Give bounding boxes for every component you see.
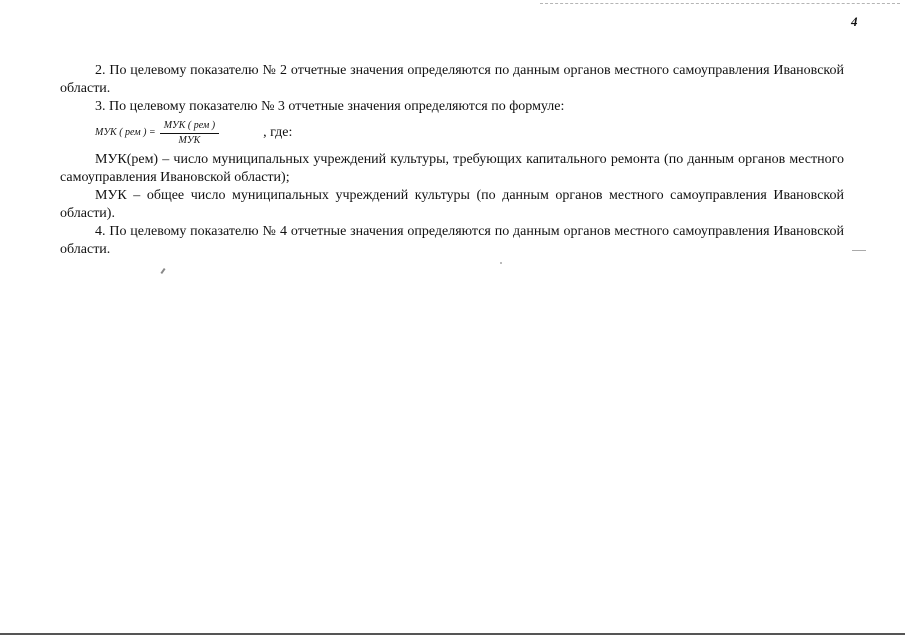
scan-bottom-rule (0, 633, 905, 635)
paragraph-indicator-2: 2. По целевому показателю № 2 отчетные значения определяются по данным органов местного самоуправления Ивановской области. (60, 63, 844, 96)
scan-top-rule (540, 3, 900, 4)
definition-muk-rem: МУК(рем) – число муниципальных учреждений культуры, требующих капитального ремонта (по данным органов местного самоуправления Ивановской области); (60, 152, 844, 185)
formula-suffix: , где: (263, 125, 293, 140)
formula-fraction (160, 120, 219, 147)
formula (95, 117, 844, 149)
paragraph-indicator-3: 3. По целевому показателю № 3 отчетные значения определяются по формуле: (95, 99, 565, 114)
formula-denominator: МУК (178, 134, 201, 146)
scan-speck (160, 268, 165, 274)
paragraph-indicator-4: 4. По целевому показателю № 4 отчетные значения определяются по данным органов местного самоуправления Ивановской области. (60, 224, 844, 257)
page-number: 4 (851, 14, 858, 29)
document-body (60, 62, 844, 259)
definition-muk: МУК – общее число муниципальных учреждений культуры (по данным органов местного самоуправления Ивановской области). (60, 188, 844, 221)
scan-speck (500, 262, 502, 264)
formula-lhs: МУК ( рем ) = (95, 127, 156, 138)
formula-numerator: МУК ( рем ) (160, 120, 219, 134)
scan-speck (852, 250, 866, 251)
